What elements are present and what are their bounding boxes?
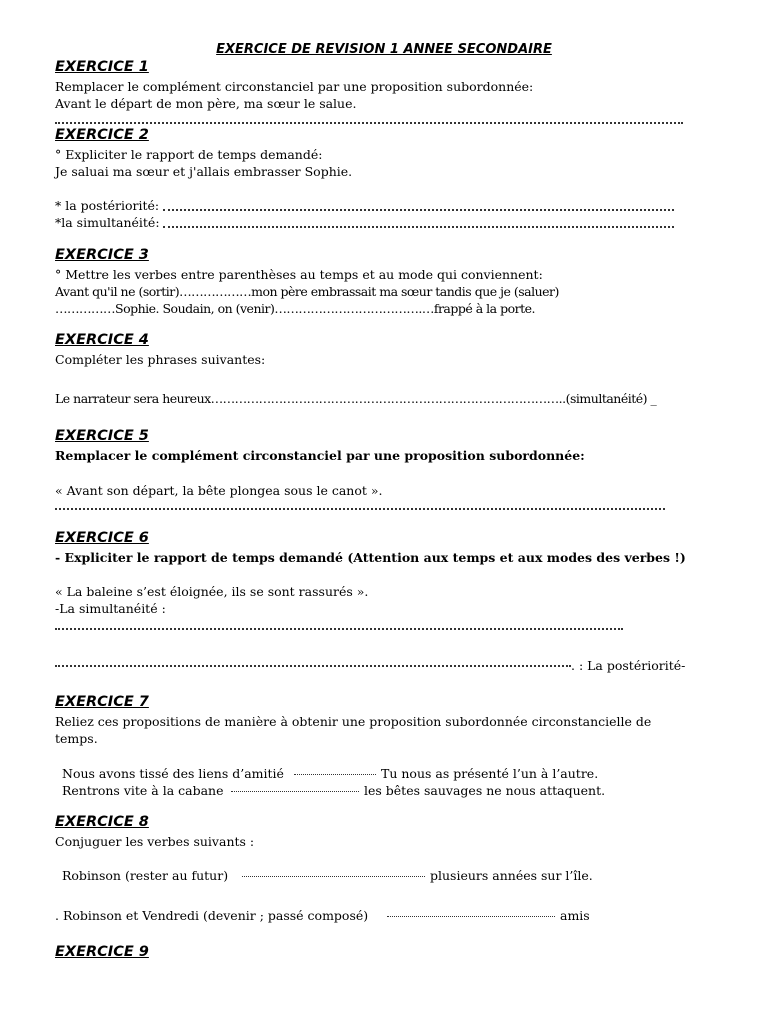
exercise-4-sentence: Le narrateur sera heureux……………………………………………………………………………..(simultanéité) _ [55,391,657,406]
exercise-6-heading: EXERCICE 6 [55,530,149,546]
exercise-8-heading: EXERCICE 8 [55,814,149,830]
exercise-7-line-1-part-a: Nous avons tissé des liens d’amitié [62,766,284,781]
exercise-2-heading: EXERCICE 2 [55,127,149,143]
exercise-2-posteriorite-line [163,203,674,211]
exercise-7-line-2-blank [231,786,359,792]
exercise-6-sentence: « La baleine s’est éloignée, ils se sont rassurés ». [55,584,369,599]
exercise-3-heading: EXERCICE 3 [55,247,149,263]
exercise-5-sentence: « Avant son départ, la bête plongea sous le canot ». [55,483,383,498]
exercise-1-answer-line [55,116,683,124]
exercise-2-simultaneite-line [163,220,674,228]
exercise-7-line-1-part-b: Tu nous as présenté l’un à l’autre. [381,766,599,781]
exercise-3-line-2: ……………Sophie. Soudain, on (venir)……………………………….…frappé à la porte. [55,301,536,316]
exercise-5-answer-line [55,502,665,510]
exercise-3-instruction: ° Mettre les verbes entre parenthèses au temps et au mode qui conviennent: [55,267,543,282]
exercise-8-line-1-part-b: plusieurs années sur l’île. [430,868,593,883]
exercise-6-simultaneite-label: -La simultanéité : [55,601,166,616]
exercise-8-instruction: Conjuguer les verbes suivants : [55,834,255,849]
exercise-6-posteriorite-label: . : La postériorité- [571,658,686,673]
exercise-2-simultaneite-label: *la simultanéité: [55,215,160,230]
exercise-7-line-2-part-a: Rentrons vite à la cabane [62,783,224,798]
page-title: EXERCICE DE REVISION 1 ANNEE SECONDAIRE [216,42,552,57]
exercise-2-instruction: ° Expliciter le rapport de temps demandé: [55,147,323,162]
exercise-7-line-2-part-b: les bêtes sauvages ne nous attaquent. [364,783,606,798]
exercise-9-heading: EXERCICE 9 [55,944,149,960]
exercise-4-heading: EXERCICE 4 [55,332,149,348]
exercise-4-instruction: Compléter les phrases suivantes: [55,352,266,367]
exercise-7-heading: EXERCICE 7 [55,694,149,710]
exercise-8-line-2-part-b: amis [560,908,590,923]
exercise-1-instruction: Remplacer le complément circonstanciel par une proposition subordonnée: [55,79,534,94]
exercise-2-sentence: Je saluai ma sœur et j'allais embrasser Sophie. [55,164,353,179]
exercise-6-posteriorite-line [55,659,571,667]
exercise-5-instruction: Remplacer le complément circonstanciel par une proposition subordonnée: [55,448,585,463]
exercise-7-instruction-line-2: temps. [55,731,98,746]
exercise-1-heading: EXERCICE 1 [55,59,149,75]
exercise-6-simultaneite-line [55,622,623,630]
exercise-8-line-1-part-a: Robinson (rester au futur) [62,868,229,883]
exercise-3-line-1: Avant qu'il ne (sortir)………………mon père embrassait ma sœur tandis que je (saluer) [55,284,559,299]
exercise-2-posteriorite-label: * la postériorité: [55,198,160,213]
exercise-8-line-1-blank [242,871,425,877]
exercise-7-line-1-blank [294,769,376,775]
exercise-8-line-2-part-a: . Robinson et Vendredi (devenir ; passé composé) [55,908,369,923]
exercise-7-instruction-line-1: Reliez ces propositions de manière à obtenir une proposition subordonnée circonstancielle de [55,714,652,729]
exercise-1-sentence: Avant le départ de mon père, ma sœur le salue. [55,96,357,111]
exercise-5-heading: EXERCICE 5 [55,428,149,444]
exercise-8-line-2-blank [387,911,555,917]
exercise-6-instruction: - Expliciter le rapport de temps demandé (Attention aux temps et aux modes des verbes !) [55,550,686,565]
